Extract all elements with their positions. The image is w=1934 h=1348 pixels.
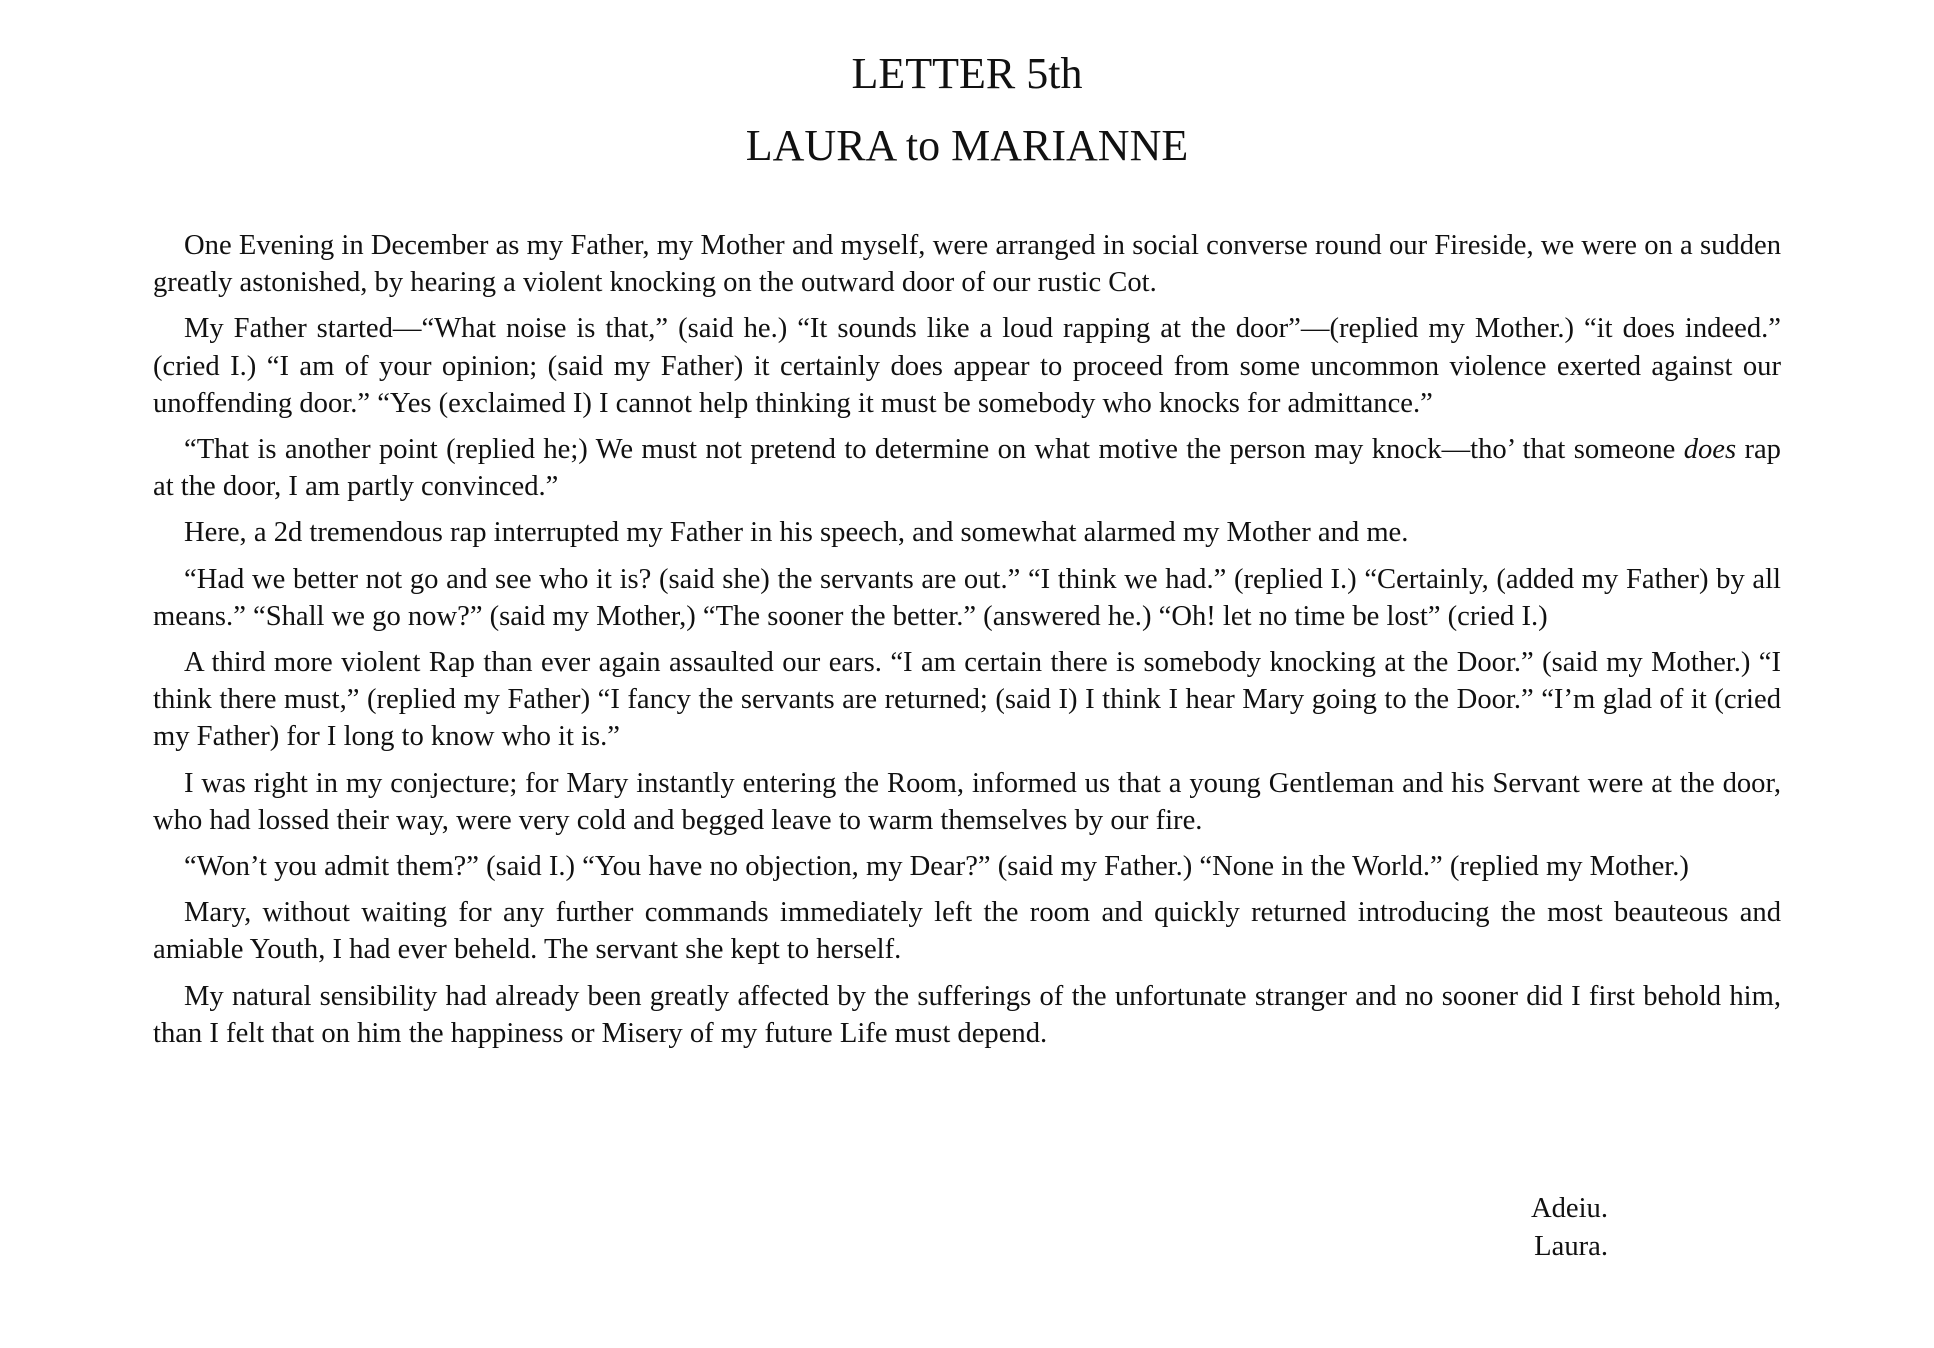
paragraph-8: “Won’t you admit them?” (said I.) “You have no objection, my Dear?” (said my Father.) “None in the World.” (replied my Mother.): [184, 851, 1689, 883]
paragraph-5: “Had we better not go and see who it is? (said she) the servants are out.” “I think we had.” (replied I.) “Certainly, (added my Father) by all means.” “Shall we go now?” (said my Mother,) “The sooner the better.” (answered he.) “Oh! let no time be lost” (cried I.): [153, 563, 1781, 632]
paragraph-6: A third more violent Rap than ever again assaulted our ears. “I am certain there is somebody knocking at the Door.” (said my Mother.) “I think there must,” (replied my Father) “I fancy the servants are returned; (said I) I think I hear Mary going to the Door.” “I’m glad of it (cried my Father) for I long to know who it is.”: [153, 647, 1781, 753]
letter-closing: [1531, 1190, 1608, 1265]
emphasis-does: does: [1683, 434, 1737, 466]
paragraph-3-text-after: rap at the door, I am partly convinced.”: [153, 434, 1781, 503]
paragraph-1: One Evening in December as my Father, my Mother and myself, were arranged in social converse round our Fireside, we were on a sudden greatly astonished, by hearing a violent knocking on the outward door of our rustic Cot.: [153, 230, 1781, 299]
letter-subtitle: LAURA to MARIANNE: [745, 121, 1189, 170]
signature: Laura.: [1534, 1230, 1608, 1262]
paragraph-3-text-before: “That is another point (replied he;) We must not pretend to determine on what motive the person may knock—tho’ that someone: [184, 434, 1684, 466]
paragraph-2: My Father started—“What noise is that,” (said he.) “It sounds like a loud rapping at the door”—(replied my Mother.) “it does indeed.” (cried I.) “I am of your opinion; (said my Father) it certainly does appear to proceed from some uncommon violence exerted against our unoffending door.” “Yes (exclaimed I) I cannot help thinking it must be somebody who knocks for admittance.”: [153, 313, 1781, 419]
paragraph-9: Mary, without waiting for any further commands immediately left the room and quickly returned introducing the most beauteous and amiable Youth, I had ever beheld. The servant she kept to herself.: [153, 897, 1781, 966]
letter-body: [153, 227, 1781, 1052]
letter-title: LETTER 5th: [851, 49, 1083, 98]
paragraph-7: I was right in my conjecture; for Mary instantly entering the Room, informed us that a young Gentleman and his Servant were at the door, who had lossed their way, were very cold and begged leave to warm themselves by our fire.: [153, 767, 1781, 836]
paragraph-10: My natural sensibility had already been greatly affected by the sufferings of the unfortunate stranger and no sooner did I first behold him, than I felt that on him the happiness or Misery of my future Life must depend.: [153, 980, 1781, 1049]
farewell: Adeiu.: [1530, 1193, 1608, 1224]
paragraph-4: Here, a 2d tremendous rap interrupted my Father in his speech, and somewhat alarmed my Mother and me.: [184, 517, 1409, 549]
paragraph-3: [153, 431, 1781, 505]
